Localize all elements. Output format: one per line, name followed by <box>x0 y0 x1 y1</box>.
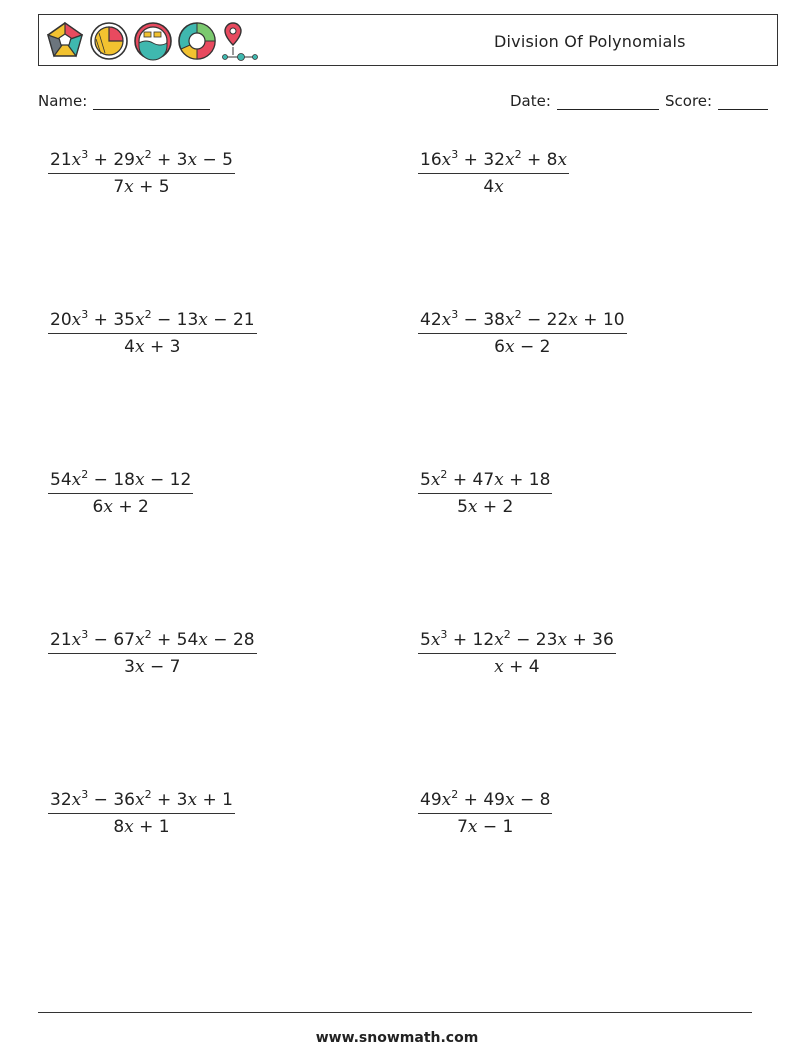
problem-numerator: $32x^3 - 36x^2 + 3x + 1$ <box>48 788 235 814</box>
pentagon-chart-icon <box>43 19 87 63</box>
problem-numerator: $21x^3 - 67x^2 + 54x - 28$ <box>48 628 257 654</box>
footer-website: www.snowmath.com <box>315 1030 479 1046</box>
problem-6 <box>418 468 552 519</box>
problem-denominator: 8x + 1 <box>113 817 170 837</box>
problem-9 <box>48 788 235 839</box>
problem-numerator: $54x^2 - 18x - 12$ <box>48 468 193 494</box>
score-field[interactable] <box>665 92 768 110</box>
problem-denominator: x + 4 <box>494 657 540 677</box>
date-field[interactable] <box>510 92 659 110</box>
problem-numerator: $42x^3 - 38x^2 - 22x + 10$ <box>418 308 627 334</box>
date-blank-line[interactable] <box>557 93 659 110</box>
problem-denominator: 7x − 1 <box>457 817 514 837</box>
problem-7 <box>48 628 257 679</box>
problem-numerator: $21x^3 + 29x^2 + 3x - 5$ <box>48 148 235 174</box>
worksheet-header <box>38 14 778 66</box>
date-label: Date: <box>510 92 551 110</box>
problem-denominator: 5x + 2 <box>457 497 514 517</box>
name-blank-line[interactable] <box>93 93 210 110</box>
donut-chart-icon <box>175 19 219 63</box>
score-blank-line[interactable] <box>718 93 768 110</box>
problem-numerator: $5x^2 + 47x + 18$ <box>418 468 552 494</box>
pie-chart-icon <box>87 19 131 63</box>
problem-5 <box>48 468 193 519</box>
problem-numerator: $16x^3 + 32x^2 + 8x$ <box>418 148 569 174</box>
problem-3 <box>48 308 257 359</box>
footer-divider <box>38 1012 752 1013</box>
page-title: Division Of Polynomials <box>494 32 686 51</box>
problem-2 <box>418 148 569 199</box>
problem-1 <box>48 148 235 199</box>
score-label: Score: <box>665 92 713 110</box>
problem-8 <box>418 628 616 679</box>
problem-4 <box>418 308 627 359</box>
problem-denominator: 6x + 2 <box>92 497 149 517</box>
location-pin-icon <box>219 19 263 63</box>
problem-denominator: 6x − 2 <box>494 337 551 357</box>
problem-denominator: 4x + 3 <box>124 337 181 357</box>
problem-10 <box>418 788 552 839</box>
logo-icons <box>43 19 263 63</box>
problem-denominator: 3x − 7 <box>124 657 181 677</box>
name-field[interactable] <box>38 92 210 110</box>
problem-numerator: $5x^3 + 12x^2 - 23x + 36$ <box>418 628 616 654</box>
problem-denominator: 7x + 5 <box>113 177 170 197</box>
problem-numerator: $49x^2 + 49x - 8$ <box>418 788 552 814</box>
problem-denominator: 4x <box>483 177 504 197</box>
name-label: Name: <box>38 92 88 110</box>
percent-chart-icon <box>131 19 175 63</box>
problem-numerator: $20x^3 + 35x^2 - 13x - 21$ <box>48 308 257 334</box>
